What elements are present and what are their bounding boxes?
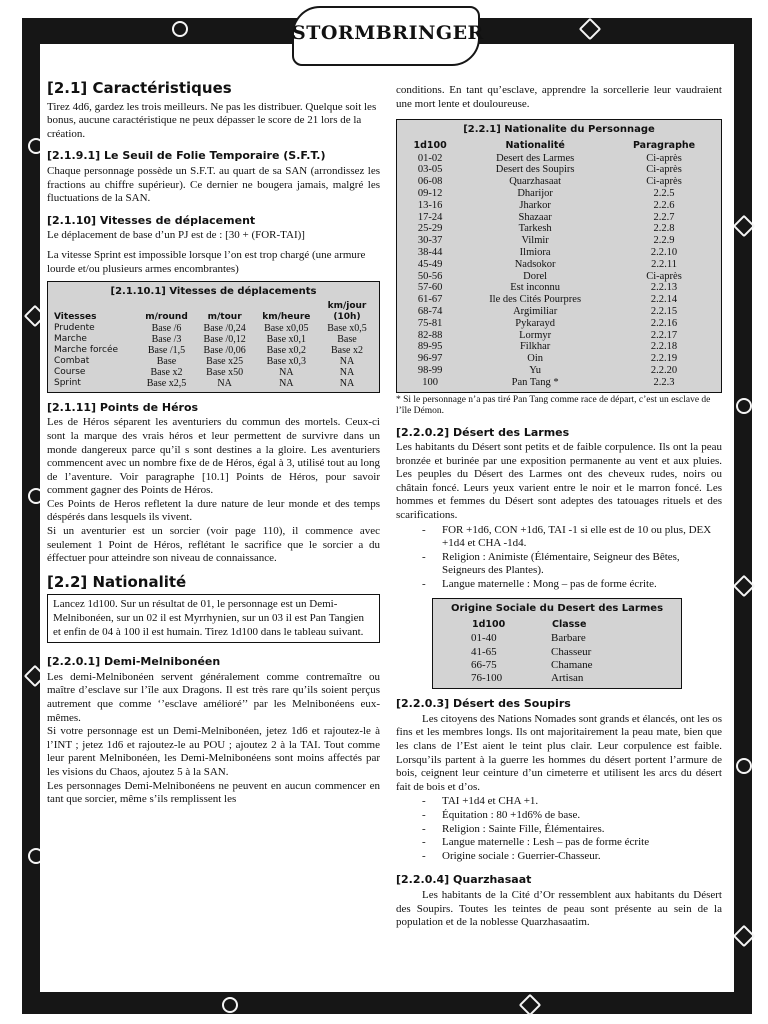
table-cell: Dharijor bbox=[517, 187, 553, 199]
table-cell: 61-67 bbox=[417, 294, 443, 306]
paragraph: Ces Points de Heros refletent la dure nature de leur monde et des temps déspérés dans lesquels ils vivent. bbox=[47, 497, 380, 524]
table-cell: Desert des Soupirs bbox=[495, 164, 575, 176]
table-cell: Base bbox=[337, 333, 357, 345]
table-cell: 2.2.19 bbox=[650, 353, 678, 365]
table-row bbox=[401, 271, 717, 283]
border-knot bbox=[733, 925, 756, 948]
table-cell: Base x0,2 bbox=[266, 344, 307, 356]
table-cell: Combat bbox=[54, 355, 90, 366]
table-row bbox=[401, 353, 717, 365]
table-cell: 2.2.6 bbox=[653, 199, 675, 211]
table-header-row bbox=[401, 139, 717, 153]
table-cell: 96-97 bbox=[417, 353, 443, 365]
table-cell: 41-65 bbox=[471, 645, 497, 658]
table-row bbox=[401, 247, 717, 259]
table-cell: 2.2.7 bbox=[653, 211, 675, 223]
paragraph: Lancez 1d100. Sur un résultat de 01, le personnage est un Demi-Melnibonéen, sur un 02 il est Myrrhynien, sur un 03 il est Pan Tangien et enfin de 04 à 100 il est humain. Tirez 1d100 dans le tableau suivant. bbox=[53, 598, 364, 638]
table-cell: 25-29 bbox=[417, 223, 443, 235]
table-cell: Tarkesh bbox=[518, 223, 552, 235]
table-cell: 2.2.20 bbox=[650, 364, 678, 376]
border-knot bbox=[579, 18, 602, 41]
table-cell: Lormyr bbox=[519, 329, 552, 341]
table-cell: Marche bbox=[54, 333, 87, 344]
paragraph: Le déplacement de base d’un PJ est de : [30 + (FOR-TAI)] bbox=[47, 229, 305, 242]
paragraph: Les habitants du Désert sont petits et de faible corpulence. Ils ont la peau bronzée et burinée par une exposition permanente au vent et aux pluies. Les peuples du Désert des Larmes ont des cheveux rudes, noirs ou châtain foncé. Leurs yeux varient entre le noir et le marron foncé. Les hommes et femmes du Désert sont adeptes des tatouages rituels et des scarifications. bbox=[396, 441, 722, 522]
column-header: 1d100 bbox=[413, 139, 447, 151]
table-cell: Base /0,24 bbox=[203, 322, 246, 334]
table-cell: 68-74 bbox=[417, 305, 443, 317]
left-column bbox=[47, 79, 380, 807]
table-cell: Vilmir bbox=[521, 235, 549, 247]
table-cell: 76-100 bbox=[471, 672, 503, 685]
border-knot bbox=[736, 398, 752, 414]
table-cell: 06-08 bbox=[417, 176, 443, 188]
table-cell: Ci-après bbox=[646, 176, 682, 188]
table-caption: [2.2.1] Nationalite du Personnage bbox=[463, 124, 655, 136]
table-cell: Argimiliar bbox=[513, 305, 558, 317]
table-cell: 2.2.17 bbox=[650, 329, 678, 341]
table-cell: Base x25 bbox=[206, 355, 244, 367]
table-caption: [2.1.10.1] Vitesses de déplacements bbox=[110, 286, 317, 298]
list-item: - TAI +1d4 et CHA +1. bbox=[422, 795, 722, 809]
paragraph: La vitesse Sprint est impossible lorsque l’on est trop chargé (une armure lourde et/ou plusieurs armes encombrantes) bbox=[47, 248, 366, 275]
table-cell: 2.2.11 bbox=[651, 258, 677, 270]
table-cell: Ci-après bbox=[646, 152, 682, 164]
border-knot bbox=[736, 758, 752, 774]
boxed-paragraph bbox=[47, 594, 380, 643]
table-row bbox=[52, 323, 375, 334]
table-cell: 2.2.10 bbox=[650, 246, 678, 258]
table-row bbox=[52, 378, 375, 389]
list-item: - Langue maternelle : Lesh – pas de forme écrite bbox=[422, 836, 722, 850]
table-row bbox=[401, 188, 717, 200]
table-row bbox=[401, 153, 717, 165]
table-row bbox=[401, 235, 717, 247]
column-header: Classe bbox=[552, 619, 587, 631]
table-row bbox=[401, 200, 717, 212]
right-column bbox=[396, 84, 722, 930]
table-cell: 57-60 bbox=[417, 282, 443, 294]
table-cell: Marche forcée bbox=[54, 344, 119, 355]
table-header-row bbox=[52, 301, 375, 323]
list-item: - Religion : Sainte Fille, Élémentaires. bbox=[422, 823, 722, 837]
table-cell: 17-24 bbox=[417, 211, 443, 223]
table-row bbox=[401, 377, 717, 389]
table-cell: NA bbox=[339, 366, 355, 378]
table-row bbox=[471, 632, 593, 645]
table-cell: 2.2.14 bbox=[650, 294, 678, 306]
table-row bbox=[401, 330, 717, 342]
table-cell: Base x50 bbox=[206, 366, 244, 378]
table-cell: 13-16 bbox=[417, 199, 443, 211]
table-cell: 45-49 bbox=[417, 258, 443, 270]
table-cell: Base bbox=[156, 355, 177, 367]
table-row bbox=[52, 345, 375, 356]
table-cell: 100 bbox=[422, 376, 438, 388]
table-cell: Yu bbox=[529, 364, 541, 376]
paragraph: Si un aventurier est un sorcier (voir page 110), il commence avec seulement 1 Point de Héros, reflétant le sacrifice que le sorcier a du éffectuer pour atteindre son niveau de connaissance. bbox=[47, 525, 380, 565]
table-cell: NA bbox=[217, 377, 232, 389]
table-cell: 66-75 bbox=[471, 658, 497, 671]
table-row bbox=[401, 294, 717, 306]
table-cell: Base /6 bbox=[151, 322, 182, 334]
table-cell: 2.2.13 bbox=[650, 282, 678, 294]
table-row bbox=[401, 223, 717, 235]
table-cell: NA bbox=[279, 377, 294, 389]
section-title: [2.2.0.4] Quarzhasaat bbox=[396, 873, 532, 887]
paragraph: Les demi-Melnibonéen servent généralement comme contremaître ou maître d’esclave sur l’île aux Dragons. Il est très rare qu’ils soient perçus autrement que comme ‘’esclave amélioré’’ par les Melnibonéens eux-mêmes. bbox=[47, 670, 380, 724]
table-row bbox=[401, 282, 717, 294]
speed-table bbox=[47, 281, 380, 393]
table-row bbox=[401, 365, 717, 377]
table-row bbox=[401, 212, 717, 224]
table-cell: Base /0,12 bbox=[203, 333, 246, 345]
table-row bbox=[471, 659, 593, 672]
section-title: [2.2] Nationalité bbox=[47, 572, 187, 591]
column-header: Paragraphe bbox=[632, 139, 696, 151]
column-header: Nationalité bbox=[505, 139, 565, 151]
table-cell: Artisan bbox=[551, 672, 584, 685]
bullet-list bbox=[396, 524, 722, 592]
list-item: - Équitation : 80 +1d6% de base. bbox=[422, 809, 722, 823]
column-header: m/tour bbox=[207, 311, 242, 322]
table-footnote: * Si le personnage n’a pas tiré Pan Tang comme race de départ, c’est un esclave de l’île Démon. bbox=[396, 394, 711, 416]
table-cell: 2.2.15 bbox=[650, 305, 678, 317]
table-cell: Ci-après bbox=[646, 164, 682, 176]
paragraph: Tirez 4d6, gardez les trois meilleurs. Ne pas les distribuer. Quelque soit les bonus, aucune caractéristique ne peux dépasser le score de 21 lors de la création. bbox=[47, 100, 377, 140]
table-header-row bbox=[471, 617, 593, 632]
table-cell: 01-40 bbox=[471, 632, 497, 645]
table-cell: 89-95 bbox=[417, 341, 443, 353]
list-item: - Religion : Animiste (Élémentaire, Seigneur des Bêtes, Seigneurs des Plantes). bbox=[422, 551, 722, 578]
section-title: [2.2.0.3] Désert des Soupirs bbox=[396, 697, 571, 711]
table-cell: 30-37 bbox=[417, 235, 443, 247]
table-cell: 2.2.9 bbox=[653, 235, 675, 247]
table-cell: Base x0,3 bbox=[266, 355, 307, 367]
table-row bbox=[401, 164, 717, 176]
column-header: Vitesses bbox=[54, 311, 97, 322]
table-cell: Chamane bbox=[551, 658, 593, 671]
table-cell: 2.2.8 bbox=[653, 223, 675, 235]
section-title: [2.1.11] Points de Héros bbox=[47, 400, 199, 414]
table-cell: Filkhar bbox=[519, 341, 551, 353]
logo-text: STORMBRINGER bbox=[292, 22, 484, 44]
table-cell: Nadsokor bbox=[514, 258, 556, 270]
table-cell: 2.2.5 bbox=[653, 187, 675, 199]
table-row bbox=[471, 672, 593, 685]
table-cell: Sprint bbox=[54, 377, 81, 388]
border-knot bbox=[733, 215, 756, 238]
table-cell: 75-81 bbox=[417, 317, 443, 329]
table-cell: Shazaar bbox=[518, 211, 552, 223]
bullet-list bbox=[396, 795, 722, 863]
table-row bbox=[471, 646, 593, 659]
table-cell: NA bbox=[279, 366, 294, 378]
table-row bbox=[401, 259, 717, 271]
table-row bbox=[52, 367, 375, 378]
list-item: - Langue maternelle : Mong – pas de forme écrite. bbox=[422, 578, 722, 592]
table-cell: Base x0,5 bbox=[327, 322, 367, 334]
paragraph: Chaque personnage possède un S.F.T. au quart de sa SAN (arrondissez les fractions au chiffre supérieur). Ce dernier ne bougera jamais, malgré les fluctuations de la SAN. bbox=[47, 164, 380, 205]
nationality-table bbox=[396, 119, 722, 392]
table-row bbox=[401, 176, 717, 188]
table-cell: Ci-après bbox=[646, 270, 682, 282]
paragraph: Les personnages Demi-Melnibonéens ne peuvent en aucun commencer en tant que sorcier, même s’ils remplissent les bbox=[47, 779, 380, 806]
table-cell: 2.2.3 bbox=[653, 376, 675, 388]
table-caption: Origine Sociale du Desert des Larmes bbox=[450, 602, 664, 614]
table-cell: Base /0,06 bbox=[203, 344, 246, 356]
table-cell: Jharkor bbox=[519, 199, 551, 211]
table-cell: 82-88 bbox=[417, 329, 443, 341]
table-cell: Base x2,5 bbox=[146, 377, 187, 389]
table-cell: Desert des Larmes bbox=[496, 152, 575, 164]
paragraph: conditions. En tant qu’esclave, apprendre la sorcellerie leur vaudraient une mort lente et douloureuse. bbox=[396, 84, 722, 110]
list-item: - Origine sociale : Guerrier-Chasseur. bbox=[422, 850, 722, 864]
table-cell: NA bbox=[339, 377, 355, 389]
table-cell: Base /1,5 bbox=[147, 344, 186, 356]
table-cell: Est inconnu bbox=[510, 282, 561, 294]
table-cell: Pykarayd bbox=[515, 317, 555, 329]
table-cell: Course bbox=[54, 366, 86, 377]
table-cell: 50-56 bbox=[417, 270, 443, 282]
table-cell: Barbare bbox=[551, 632, 586, 645]
section-title: [2.1.9.1] Le Seuil de Folie Temporaire (S.F.T.) bbox=[47, 149, 326, 163]
table-cell: Dorel bbox=[523, 270, 548, 282]
paragraph: Les citoyens des Nations Nomades sont grands et élancés, ont les os fins et les membres longs. Ils ont majoritairement la peau mate, bien que les clans de l’Est aient le teint plus clair. Leur corpulence est faible. Lorsqu’ils partent à la guerre les hommes du désert portent l’armure de bois, ceignent leur ceinture d’un cimeterre et utilisent les arcs du désert fait de bois et d’os. bbox=[396, 712, 722, 793]
table-row bbox=[401, 318, 717, 330]
border-knot bbox=[172, 21, 188, 37]
section-title: [2.2.0.1] Demi-Melnibonéen bbox=[47, 655, 221, 669]
table-cell: 09-12 bbox=[417, 187, 443, 199]
table-cell: 01-02 bbox=[417, 152, 443, 164]
table-cell: Base x2 bbox=[150, 366, 183, 378]
table-cell: 2.2.18 bbox=[650, 341, 678, 353]
table-cell: 98-99 bbox=[417, 364, 443, 376]
table-row bbox=[401, 341, 717, 353]
table-cell: Base x2 bbox=[331, 344, 363, 356]
table-row bbox=[52, 356, 375, 367]
logo bbox=[292, 6, 484, 62]
column-header: 1d100 bbox=[472, 619, 506, 631]
border-knot bbox=[222, 997, 238, 1013]
table-row bbox=[401, 306, 717, 318]
table-cell: 03-05 bbox=[417, 164, 443, 176]
table-row bbox=[52, 334, 375, 345]
origin-table bbox=[432, 598, 682, 690]
paragraph: Si votre personnage est un Demi-Melnibonéen, jetez 1d6 et rajoutez-le à l’INT ; jetez 1d6 et rajoutez-le au POU ; ajoutez 2 à la TAI. Tout comme leur parent Melnibonéen, les Demi-Melnibonéens sont moins affectés par les visions du Chaos, ajoutez 5 à la SAN. bbox=[47, 725, 380, 778]
table-cell: 2.2.16 bbox=[650, 317, 678, 329]
paragraph: Les de Héros séparent les aventuriers du commun des mortels. Ceux-ci sont la marque des vrais héros et leur permettent de survivre dans un monde dangereux parce qu’il s sont destines a la gloire. Les aventuriers commencent avec un nombre fixe de de Héros, égal à 3, utilisé tout au long de l’aventure. Voir paragraphe [10.1] Points de Héros, pour savoir comment gagner des Points de Héros. bbox=[47, 416, 380, 497]
section-title: [2.2.0.2] Désert des Larmes bbox=[396, 425, 570, 439]
section-title: [2.1.10] Vitesses de déplacement bbox=[47, 213, 256, 227]
border-knot bbox=[733, 575, 756, 598]
table-cell: Oin bbox=[527, 353, 543, 365]
table-cell: Base x0,1 bbox=[266, 333, 307, 345]
table-cell: Ile des Cités Pourpres bbox=[489, 294, 582, 306]
column-header: km/heure bbox=[262, 311, 311, 322]
table-cell: Prudente bbox=[54, 322, 95, 333]
list-item: - FOR +1d6, CON +1d6, TAI -1 si elle est de 10 ou plus, DEX +1d4 et CHA -1d4. bbox=[422, 524, 722, 551]
paragraph: Les habitants de la Cité d’Or ressemblent aux habitants du Désert des Soupirs. Toutes les teintes de peau sont présente au sein de la population et de la noblesse Quarzhasaatim. bbox=[396, 888, 722, 929]
table-cell: Quarzhasaat bbox=[509, 176, 562, 188]
table-cell: 38-44 bbox=[417, 246, 443, 258]
column-header: km/jour (10h) bbox=[327, 300, 367, 322]
table-cell: NA bbox=[339, 355, 355, 367]
table-cell: Pan Tang * bbox=[511, 376, 559, 388]
table-cell: Ilmiora bbox=[519, 246, 551, 258]
table-cell: Chasseur bbox=[551, 645, 592, 658]
table-cell: Base x0,05 bbox=[264, 322, 309, 334]
border-knot bbox=[519, 994, 542, 1017]
table-cell: Base /3 bbox=[151, 333, 182, 345]
column-header: m/round bbox=[145, 311, 188, 322]
section-title: [2.1] Caractéristiques bbox=[47, 79, 232, 97]
